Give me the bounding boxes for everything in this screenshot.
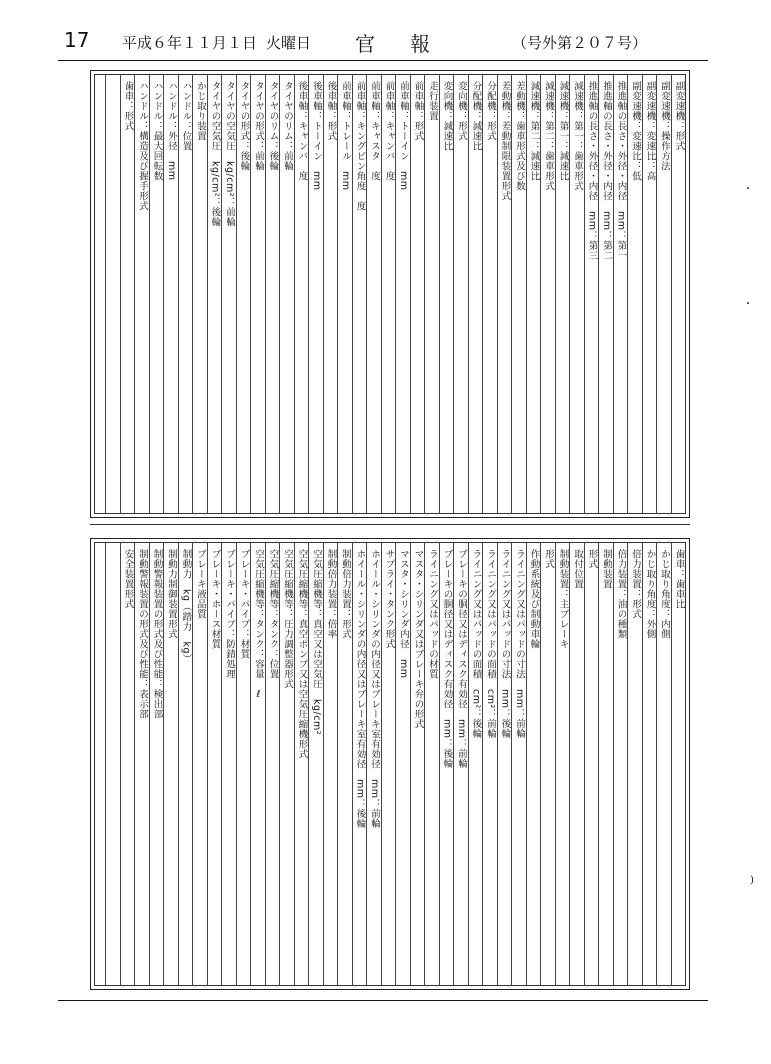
upper-table-row-label: 推進軸の長さ・外径・内径 mm：第一 (615, 81, 627, 261)
upper-table-row (250, 75, 265, 513)
lower-table-row-label: ブレーキ液品質 (195, 549, 206, 619)
page-number: 17 (64, 28, 90, 52)
upper-table-row (294, 75, 309, 513)
lower-table-row (511, 543, 526, 985)
lower-table-row-label: かじ取り角度：外側 (644, 549, 656, 639)
lower-table-row (207, 543, 222, 985)
lower-table-row-label: 倍力装置：形式 (630, 549, 641, 619)
upper-table-row-label: 副変速機：操作方法 (659, 81, 670, 171)
upper-table-row (613, 75, 628, 513)
upper-table-row-label: タイヤの形式：後輪 (238, 81, 250, 171)
lower-table-row-label: ブレーキ・ホース材質 (209, 549, 221, 649)
upper-table-row (120, 75, 135, 513)
upper-table-row-label: 減速機：第二：歯車形式 (543, 81, 554, 191)
page-header (0, 30, 771, 58)
upper-table-row (671, 75, 686, 513)
upper-table-row (410, 75, 425, 513)
upper-table-row-label: 前車軸：形式 (412, 81, 424, 141)
lower-table-row-label: 空気圧縮機等：タンク：位置 (267, 549, 279, 679)
upper-table-row-label: 前車軸：キングピン角度 度 (354, 81, 366, 211)
upper-table-row-label: 前車軸：トーイン mm (398, 81, 409, 191)
lower-table-row (134, 543, 149, 985)
upper-table-row (149, 75, 164, 513)
upper-table-row (584, 75, 599, 513)
upper-table-row-label: 歯車：形式 (122, 81, 134, 131)
upper-table-row (540, 75, 555, 513)
lower-table-row-label: 制動倍力装置：倍率 (325, 549, 337, 639)
lower-table-row (656, 543, 671, 985)
lower-table-row (555, 543, 570, 985)
lower-table-row (627, 543, 642, 985)
lower-table-row (497, 543, 512, 985)
lower-table-row (178, 543, 193, 985)
lower-table-row-label: 制動倍力装置：形式 (340, 549, 351, 639)
section-separator (90, 524, 690, 525)
lower-table-row (323, 543, 338, 985)
lower-table-row-label: かじ取り角度：内側 (659, 549, 670, 639)
lower-table-row (337, 543, 352, 985)
edge-mark-dot: ・ (743, 184, 753, 195)
upper-table-row-label: 走行装置 (427, 81, 438, 121)
upper-table-row (395, 75, 410, 513)
upper-table-row (236, 75, 251, 513)
lower-table-row-label: 制動装置 (601, 549, 612, 589)
upper-table-row (555, 75, 570, 513)
lower-table-row-label: 制動警報装置の形式及び性能：表示部 (137, 549, 148, 719)
upper-table-row (265, 75, 280, 513)
lower-table-row-label: ホイール・シリンダの内径又はブレーキ室有効径 mm：前輪 (369, 549, 380, 829)
lower-table-row (163, 543, 178, 985)
lower-table-row-label: 制動装置：主ブレーキ (557, 549, 569, 649)
upper-table-row (569, 75, 584, 513)
lower-table-row (149, 543, 164, 985)
upper-table-panel (90, 70, 690, 518)
upper-table-row-label: 副変速機：変速比：低 (630, 81, 641, 181)
lower-table-row (279, 543, 294, 985)
upper-table (94, 74, 686, 514)
lower-table-row (540, 543, 555, 985)
upper-table-row (598, 75, 613, 513)
upper-table-row (366, 75, 381, 513)
lower-table-row (294, 543, 309, 985)
lower-table-row (236, 543, 251, 985)
upper-table-row-label: 分配機：形式 (485, 81, 496, 141)
lower-table-row (395, 543, 410, 985)
publication-title-right: 報 (410, 32, 430, 56)
upper-table-row (221, 75, 236, 513)
lower-table-row-label: 取付位置 (572, 549, 583, 589)
upper-table-row-label: タイヤの形式：前輪 (253, 81, 264, 171)
lower-table-row (352, 543, 367, 985)
lower-table-row-label: マスタ・シリンダ内径 mm (398, 549, 409, 679)
lower-table-row-label: 形式 (586, 549, 598, 569)
lower-table-row-label: 制動力 kg（踏力 kg） (180, 549, 192, 665)
upper-table-row-label: 差動機：差動制限装置形式 (499, 81, 511, 201)
lower-table-row (424, 543, 439, 985)
upper-table-row-label: タイヤの空気圧 kg/cm²：後輪 (209, 81, 221, 228)
header-rule (58, 60, 708, 61)
lower-table-row-label: ブレーキの胴径又はディスク有効径 mm：後輪 (441, 549, 453, 769)
upper-table-row-label: 推進軸の長さ・外径・内径 mm：第二 (601, 81, 612, 261)
lower-table-row-label: 空気圧縮機等：真空ポンプ又は空気圧縮機形式 (296, 549, 308, 759)
lower-table-row-label: 作動系統及び制動車輪 (528, 549, 540, 649)
issue-number: （号外第２０７号） (512, 34, 648, 52)
lower-table-row (671, 543, 686, 985)
upper-table-row-label: 減速機：第一：歯車形式 (572, 81, 583, 191)
upper-table-row (468, 75, 483, 513)
lower-table-grid-line (105, 543, 106, 985)
lower-table-row-label: ブレーキ・パイプ：防錆処理 (224, 549, 235, 679)
lower-table-row-label: ライニング又はパッドの寸法 mm：前輪 (514, 549, 525, 739)
upper-table-row (337, 75, 352, 513)
upper-table-row-label: 推進軸の長さ・外径・内径 mm：第三 (586, 81, 598, 261)
lower-table-row (468, 543, 483, 985)
lower-table-row-label: ライニング又はパッドの面積 cm²：前輪 (485, 549, 496, 739)
issue-weekday: 火曜日 (266, 34, 312, 52)
upper-table-row (163, 75, 178, 513)
upper-table-row-label: タイヤのリム：後輪 (267, 81, 279, 171)
lower-table-row (381, 543, 396, 985)
lower-table-row (265, 543, 280, 985)
lower-table-row (584, 543, 599, 985)
upper-table-row (627, 75, 642, 513)
upper-table-row (656, 75, 671, 513)
lower-table-row (192, 543, 207, 985)
lower-table-row (482, 543, 497, 985)
upper-table-row-label: 前車軸：トレール mm (340, 81, 351, 191)
lower-table-row (569, 543, 584, 985)
upper-table-row-label: 減速機：第二：減速比 (528, 81, 540, 181)
lower-table-row-label: ブレーキ・パイプ：材質 (238, 549, 250, 659)
lower-table-row (598, 543, 613, 985)
upper-table-row (642, 75, 657, 513)
upper-table-row-label: タイヤのリム：前輪 (282, 81, 293, 171)
upper-table-row-label: 副変速機：形式 (673, 81, 685, 151)
lower-table-row (366, 543, 381, 985)
lower-table-row (526, 543, 541, 985)
issue-date: 平成６年１１月１日 (122, 34, 258, 52)
upper-table-row-label: 変向機：減速比 (441, 81, 453, 151)
lower-table-row-label: 空気圧縮機等：圧力調整器形式 (282, 549, 293, 689)
upper-table-row (308, 75, 323, 513)
upper-table-row (526, 75, 541, 513)
upper-table-row-label: 差動機：歯車形式及び数 (514, 81, 525, 191)
upper-table-row-label: 前車軸：キャンバ 度 (383, 81, 395, 181)
upper-table-row (178, 75, 193, 513)
lower-table-row-label: 空気圧縮機等：タンク：容量 ℓ (253, 549, 264, 701)
upper-table-row (207, 75, 222, 513)
lower-table-row (250, 543, 265, 985)
lower-table-row-label: ライニング又はパッドの面積 cm²：後輪 (470, 549, 482, 739)
upper-table-row-label: 分配機：減速比 (470, 81, 482, 151)
lower-table-row-label: ブレーキの胴径又はディスク有効径 mm：前輪 (456, 549, 467, 769)
lower-table-row-label: 空気圧縮機等：真空又は空気圧 kg/cm² (311, 549, 322, 736)
lower-table-panel (90, 538, 690, 990)
upper-table-row (497, 75, 512, 513)
lower-table-row-label: ライニング又はパッドの寸法 mm：後輪 (499, 549, 511, 739)
lower-table-row-label: 制動力制御装置形式 (166, 549, 177, 639)
upper-table-row (381, 75, 396, 513)
lower-table-row-label: 歯車：歯車比 (673, 549, 685, 609)
upper-table-row-label: 副変速機：変速比：高 (644, 81, 656, 181)
upper-table-row (352, 75, 367, 513)
publication-title-left: 官 (355, 32, 375, 56)
lower-table-row-label: 倍力装置：油の種類 (615, 549, 627, 639)
upper-table-row-label: タイヤの空気圧 kg/cm²：前輪 (224, 81, 235, 228)
lower-table-row-label: 安全装置形式 (122, 549, 134, 609)
upper-table-row-label: 前車軸：キャスタ 度 (369, 81, 380, 181)
upper-table-row-label: 変向機：形式 (456, 81, 467, 141)
upper-table-row-label: 後車軸：トーイン mm (311, 81, 322, 191)
upper-table-row-label: かじ取り装置 (195, 81, 206, 141)
upper-table-row (424, 75, 439, 513)
upper-table-row-label: ハンドル：構造及び握手形式 (137, 81, 148, 211)
lower-table-row-label: ホイール・シリンダの内径又はブレーキ室有効径 mm：後輪 (354, 549, 366, 829)
lower-table-row (453, 543, 468, 985)
upper-table-row (453, 75, 468, 513)
upper-table-row (482, 75, 497, 513)
lower-table-row (642, 543, 657, 985)
lower-table (94, 542, 686, 986)
upper-table-row (192, 75, 207, 513)
lower-table-row-label: マスタ・シリンダ又はブレーキ弁の形式 (412, 549, 424, 729)
upper-table-row (279, 75, 294, 513)
upper-table-row (511, 75, 526, 513)
lower-table-row (120, 543, 135, 985)
upper-table-row-label: 減速機：第一：減速比 (557, 81, 569, 181)
upper-table-row (134, 75, 149, 513)
edge-mark-dot: ・ (743, 299, 753, 310)
footer-rule (58, 1000, 708, 1001)
lower-table-row (410, 543, 425, 985)
edge-mark-paren: ) (750, 875, 754, 886)
upper-table-row-label: 後車軸：キャンバ 度 (296, 81, 308, 181)
upper-table-row-label: ハンドル：最大回転数 (151, 81, 163, 181)
upper-table-row (323, 75, 338, 513)
lower-table-row-label: 制動警報装置の形式及び性能：検出部 (151, 549, 163, 719)
lower-table-row (613, 543, 628, 985)
upper-table-row-label: 後車軸：形式 (325, 81, 337, 141)
upper-table-row-label: ハンドル：外径 mm (166, 81, 177, 181)
lower-table-row (221, 543, 236, 985)
upper-table-row-label: ハンドル：位置 (180, 81, 192, 151)
lower-table-row (308, 543, 323, 985)
upper-table-row (439, 75, 454, 513)
lower-table-row-label: 形式 (543, 549, 554, 569)
lower-table-row (439, 543, 454, 985)
lower-table-row-label: サプライ・タンク形式 (383, 549, 395, 649)
upper-table-grid-line (105, 75, 106, 513)
lower-table-row-label: ライニング又はパッドの材質 (427, 549, 438, 679)
